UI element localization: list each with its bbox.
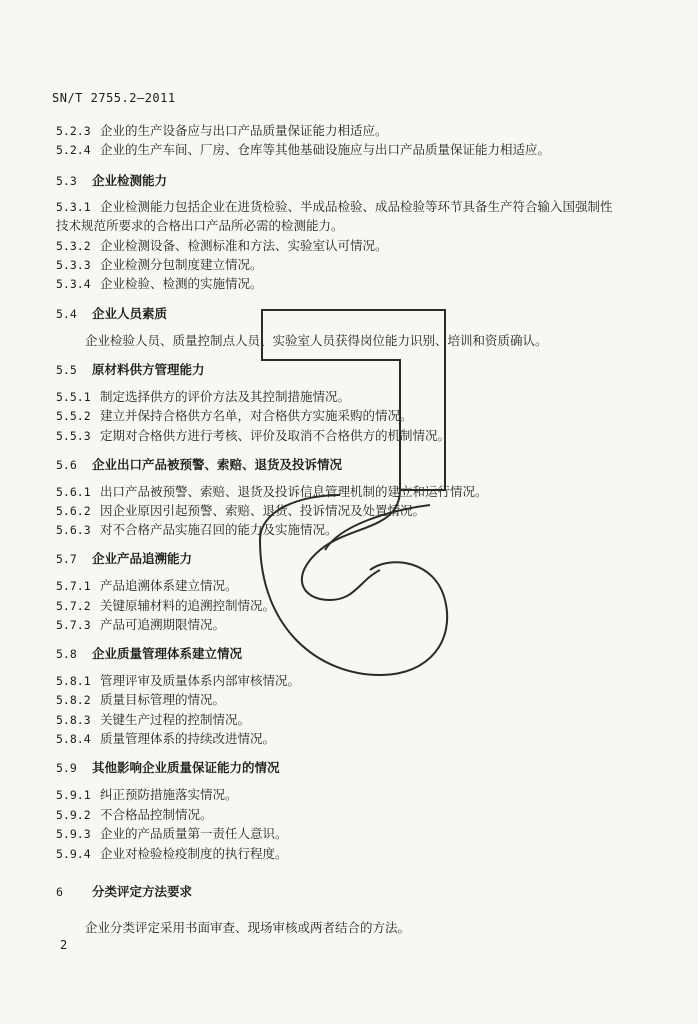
clause-5-2-3 [56, 121, 388, 139]
section-number: 5.8 [56, 647, 77, 661]
clause-number: 5.6.3 [56, 523, 91, 537]
section-number: 6 [56, 885, 63, 899]
clause-number: 5.2.4 [56, 143, 91, 157]
clause-number: 5.9.2 [56, 808, 91, 822]
section-number: 5.3 [56, 174, 77, 188]
clause-text: 企业对检验检疫制度的执行程度。 [100, 846, 288, 861]
clause-text: 质量管理体系的持续改进情况。 [100, 731, 276, 746]
clause-5-9-4 [56, 844, 288, 862]
clause-5-9-3 [56, 824, 288, 842]
clause-number: 5.9.3 [56, 827, 91, 841]
section-5-7-heading [56, 549, 192, 567]
clause-text: 因企业原因引起预警、索赔、退货、投诉情况及处置情况。 [100, 503, 426, 518]
section-number: 5.4 [56, 307, 77, 321]
clause-5-8-3 [56, 710, 250, 728]
clause-text: 质量目标管理的情况。 [100, 692, 226, 707]
section-5-3-heading [56, 171, 167, 189]
clause-5-8-2 [56, 690, 225, 708]
clause-text: 关键原辅材料的追溯控制情况。 [100, 598, 276, 613]
clause-number: 5.3.2 [56, 239, 91, 253]
standard-code-header: SN/T 2755.2—2011 [52, 91, 176, 105]
clause-number: 5.7.3 [56, 618, 91, 632]
clause-text: 纠正预防措施落实情况。 [100, 787, 238, 802]
clause-text: 定期对合格供方进行考核、评价及取消不合格供方的机制情况。 [100, 428, 451, 443]
clause-number: 5.8.1 [56, 674, 91, 688]
clause-text: 制定选择供方的评价方法及其控制措施情况。 [100, 389, 351, 404]
clause-5-9-2 [56, 805, 213, 823]
section-title: 分类评定方法要求 [92, 884, 193, 899]
clause-5-7-1 [56, 576, 238, 594]
clause-number: 5.2.3 [56, 124, 91, 138]
section-6-heading [56, 882, 192, 900]
clause-text: 不合格品控制情况。 [100, 807, 213, 822]
clause-5-9-1 [56, 785, 238, 803]
clause-text: 企业检测设备、检测标准和方法、实验室认可情况。 [100, 238, 388, 253]
clause-text: 出口产品被预警、索赔、退货及投诉信息管理机制的建立和运行情况。 [100, 484, 488, 499]
clause-text: 企业检测能力包括企业在进货检验、半成品检验、成品检验等环节具备生产符合输入国强制性 [100, 199, 613, 214]
clause-number: 5.9.1 [56, 788, 91, 802]
clause-number: 5.8.4 [56, 732, 91, 746]
section-5-5-heading [56, 360, 205, 378]
clause-number: 5.8.2 [56, 693, 91, 707]
clause-number: 5.8.3 [56, 713, 91, 727]
section-title: 原材料供方管理能力 [92, 362, 205, 377]
section-title: 企业出口产品被预警、索赔、退货及投诉情况 [92, 457, 343, 472]
section-number: 5.7 [56, 552, 77, 566]
clause-text: 对不合格产品实施召回的能力及实施情况。 [100, 522, 338, 537]
section-5-8-heading [56, 644, 242, 662]
clause-text: 产品可追溯期限情况。 [100, 617, 226, 632]
clause-text: 企业的生产车间、厂房、仓库等其他基础设施应与出口产品质量保证能力相适应。 [100, 142, 551, 157]
clause-number: 5.7.2 [56, 599, 91, 613]
section-title: 企业质量管理体系建立情况 [92, 646, 243, 661]
section-title: 企业产品追溯能力 [92, 551, 193, 566]
section-number: 5.6 [56, 458, 77, 472]
clause-5-7-3 [56, 615, 225, 633]
section-title: 企业人员素质 [92, 306, 168, 321]
clause-number: 5.3.1 [56, 200, 91, 214]
clause-text: 企业检测分包制度建立情况。 [100, 257, 263, 272]
section-title: 企业检测能力 [92, 173, 168, 188]
clause-number: 5.7.1 [56, 579, 91, 593]
clause-text: 企业的产品质量第一责任人意识。 [100, 826, 288, 841]
clause-5-3-2 [56, 236, 388, 254]
clause-text: 管理评审及质量体系内部审核情况。 [100, 673, 301, 688]
clause-number: 5.3.3 [56, 258, 91, 272]
clause-text: 企业的生产设备应与出口产品质量保证能力相适应。 [100, 123, 388, 138]
clause-number: 5.6.1 [56, 485, 91, 499]
section-5-4-heading [56, 304, 167, 322]
clause-5-3-4 [56, 274, 263, 292]
clause-text: 关键生产过程的控制情况。 [100, 712, 251, 727]
clause-5-8-4 [56, 729, 275, 747]
clause-5-2-4 [56, 140, 550, 158]
clause-text: 企业检验、检测的实施情况。 [100, 276, 263, 291]
section-5-4-paragraph: 企业检验人员、质量控制点人员、实验室人员获得岗位能力识别、培训和资质确认。 [85, 333, 548, 348]
section-6-paragraph: 企业分类评定采用书面审查、现场审核或两者结合的方法。 [85, 920, 411, 935]
section-number: 5.5 [56, 363, 77, 377]
clause-number: 5.3.4 [56, 277, 91, 291]
clause-number: 5.5.3 [56, 429, 91, 443]
clause-number: 5.5.2 [56, 409, 91, 423]
clause-number: 5.5.1 [56, 390, 91, 404]
page-number: 2 [60, 938, 68, 952]
clause-5-3-1-continued: 技术规范所要求的合格出口产品所必需的检测能力。 [56, 218, 344, 233]
section-5-9-heading [56, 758, 280, 776]
clause-5-3-3 [56, 255, 263, 273]
clause-number: 5.9.4 [56, 847, 91, 861]
clause-number: 5.6.2 [56, 504, 91, 518]
clause-5-3-1 [56, 197, 613, 215]
section-number: 5.9 [56, 761, 77, 775]
clause-text: 建立并保持合格供方名单，对合格供方实施采购的情况。 [100, 408, 413, 423]
clause-text: 产品追溯体系建立情况。 [100, 578, 238, 593]
section-title: 其他影响企业质量保证能力的情况 [92, 760, 280, 775]
sample-watermark-icon [230, 300, 460, 680]
